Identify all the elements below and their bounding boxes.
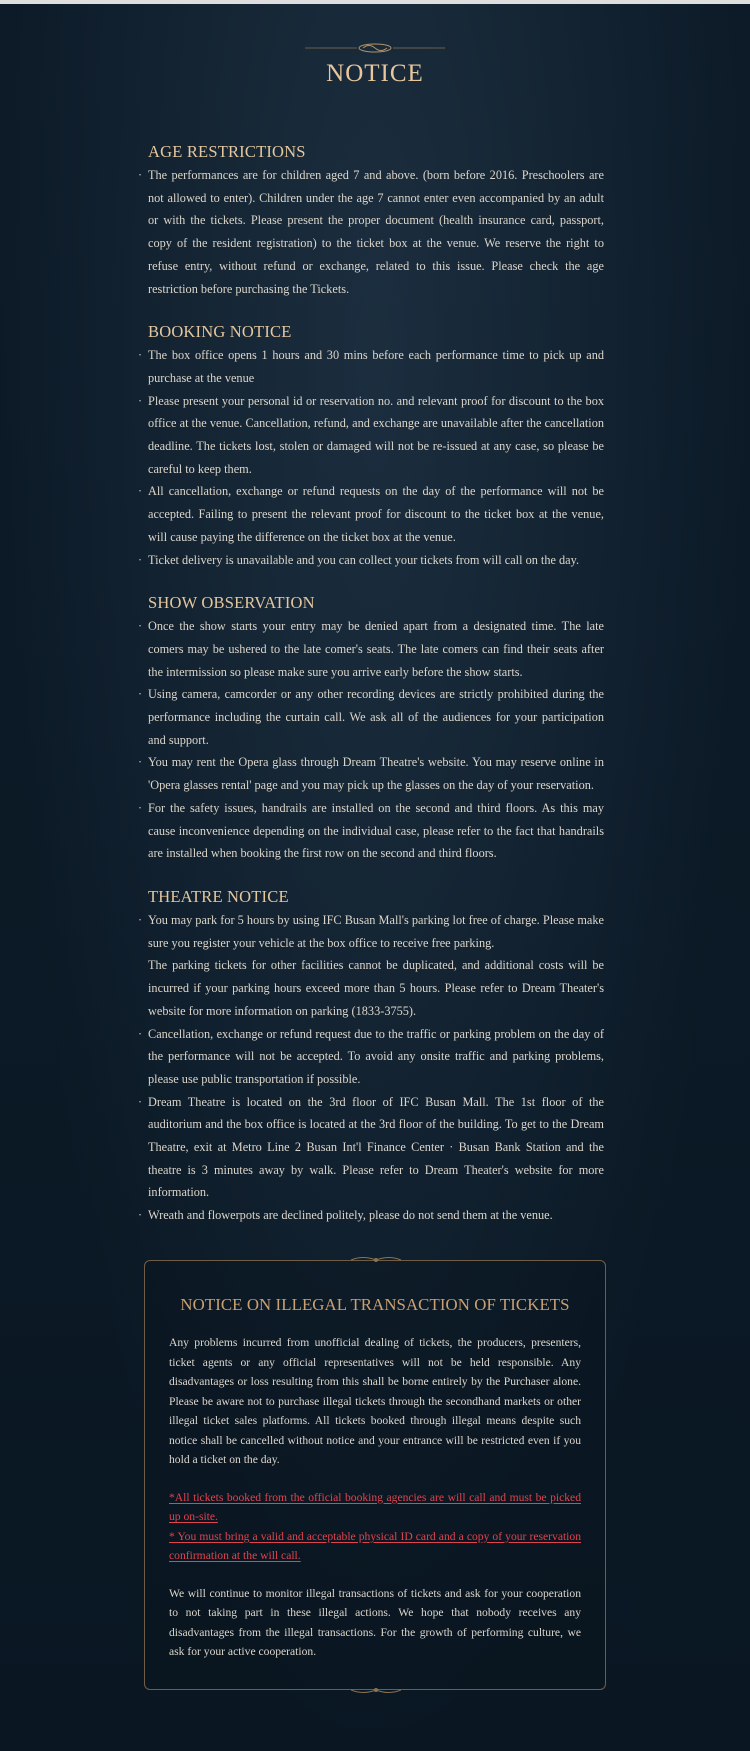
box-title: NOTICE ON ILLEGAL TRANSACTION OF TICKETS	[180, 1295, 570, 1314]
list-item: · Cancellation, exchange or refund request due to the traffic or parking problem on the day of the performance will not be accepted. To avoid any onsite traffic and parking problems, please use public transportation if possible.	[140, 1023, 604, 1091]
notice-content	[140, 142, 604, 1249]
list-item: · Wreath and flowerpots are declined politely, please do not send them at the venue.	[140, 1204, 604, 1227]
warning-will-call: *All tickets booked from the official booking agencies are will call and must be picked up on-site.	[169, 1490, 581, 1523]
box-ornament-bottom	[351, 1685, 401, 1695]
list-item: · All cancellation, exchange or refund requests on the day of the performance will not be accepted. Failing to present the relevant proof for discount to the ticket box at the venue, will cause paying the difference on the ticket box at the venue.	[140, 480, 604, 548]
illegal-transaction-box	[144, 1260, 606, 1690]
cooperation-paragraph: We will continue to monitor illegal transactions of tickets and ask for your cooperation to not taking part in these illegal actions. We hope that nobody receives any disadvantages from the illegal transactions. For the growth of performing culture, we ask for your active cooperation.	[169, 1586, 581, 1658]
title-ornament	[305, 42, 445, 54]
section-list	[140, 909, 604, 1227]
box-body	[169, 1333, 581, 1662]
list-item: · Once the show starts your entry may be denied apart from a designated time. The late comers may be ushered to the late comer's seats. The late comers can find their seats after the intermission so please make sure you arrive early before the show starts.	[140, 615, 604, 683]
illegal-paragraph: Any problems incurred from unofficial dealing of tickets, the producers, presenters, ticket agents or any official representatives will not be held responsible. Any disadvantages or loss resulting from this shall be borne entirely by the Purchaser alone. Please be aware not to purchase illegal tickets through the secondhand markets or other illegal ticket sales platforms. All tickets booked through illegal means despite such notice shall be cancelled without notice and your entrance will be restricted even if you hold a ticket on the day.	[169, 1336, 581, 1466]
section-booking-notice	[140, 322, 604, 571]
warning-id-card: * You must bring a valid and acceptable physical ID card and a copy of your reservation confirmation at the will call.	[169, 1529, 581, 1562]
section-theatre-notice	[140, 887, 604, 1227]
section-heading: AGE RESTRICTIONS	[148, 142, 306, 161]
section-show-observation	[140, 593, 604, 865]
section-heading: THEATRE NOTICE	[148, 886, 289, 906]
section-heading: BOOKING NOTICE	[148, 322, 292, 342]
list-item: The parking tickets for other facilities cannot be duplicated, and additional costs will be incurred if your parking hours exceed more than 5 hours. Please refer to Dream Theater's website for more information on parking (1833-3755).	[148, 958, 604, 1018]
section-list	[140, 344, 604, 571]
page-title: NOTICE	[326, 60, 424, 87]
list-item: · Please present your personal id or reservation no. and relevant proof for discount to the box office at the venue. Cancellation, refund, and exchange are unavailable after the cancellation deadline. The tickets lost, stolen or damaged will not be re-issued at any case, so please be careful to keep them.	[140, 390, 604, 481]
list-item: · Using camera, camcorder or any other recording devices are strictly prohibited during the performance including the curtain call. We ask all of the audiences for your participation and support.	[140, 683, 604, 751]
box-ornament-top	[351, 1255, 401, 1265]
section-age-restrictions	[140, 142, 604, 300]
list-item: · You may park for 5 hours by using IFC Busan Mall's parking lot free of charge. Please make sure you register your vehicle at the box office to receive free parking.	[140, 909, 604, 954]
section-list	[140, 164, 604, 300]
section-list	[140, 615, 604, 865]
list-item: · The performances are for children aged 7 and above. (born before 2016. Preschoolers are not allowed to enter). Children under the age 7 cannot enter even accompanied by an adult or with the tickets. Please present the proper document (health insurance card, passport, copy of the resident registration) to the ticket box at the venue. We reserve the right to refuse entry, without refund or exchange, related to this issue. Please check the age restriction before purchasing the Tickets.	[140, 164, 604, 300]
list-item: · For the safety issues, handrails are installed on the second and third floors. As this may cause inconvenience depending on the individual case, please refer to the fact that handrails are installed when booking the first row on the second and third floors.	[140, 797, 604, 865]
list-item: · The box office opens 1 hours and 30 mins before each performance time to pick up and purchase at the venue	[140, 344, 604, 389]
list-item: · You may rent the Opera glass through Dream Theatre's website. You may reserve online in 'Opera glasses rental' page and you may pick up the glasses on the day of your reservation.	[140, 751, 604, 796]
list-item: · Dream Theatre is located on the 3rd floor of IFC Busan Mall. The 1st floor of the auditorium and the box office is located at the 3rd floor of the building. To get to the Dream Theatre, exit at Metro Line 2 Busan Int'l Finance Center · Busan Bank Station and the theatre is 3 minutes away by walk. Please refer to Dream Theater's website for more information.	[140, 1091, 604, 1205]
list-item: · Ticket delivery is unavailable and you can collect your tickets from will call on the day.	[140, 549, 604, 572]
section-heading: SHOW OBSERVATION	[148, 593, 315, 613]
